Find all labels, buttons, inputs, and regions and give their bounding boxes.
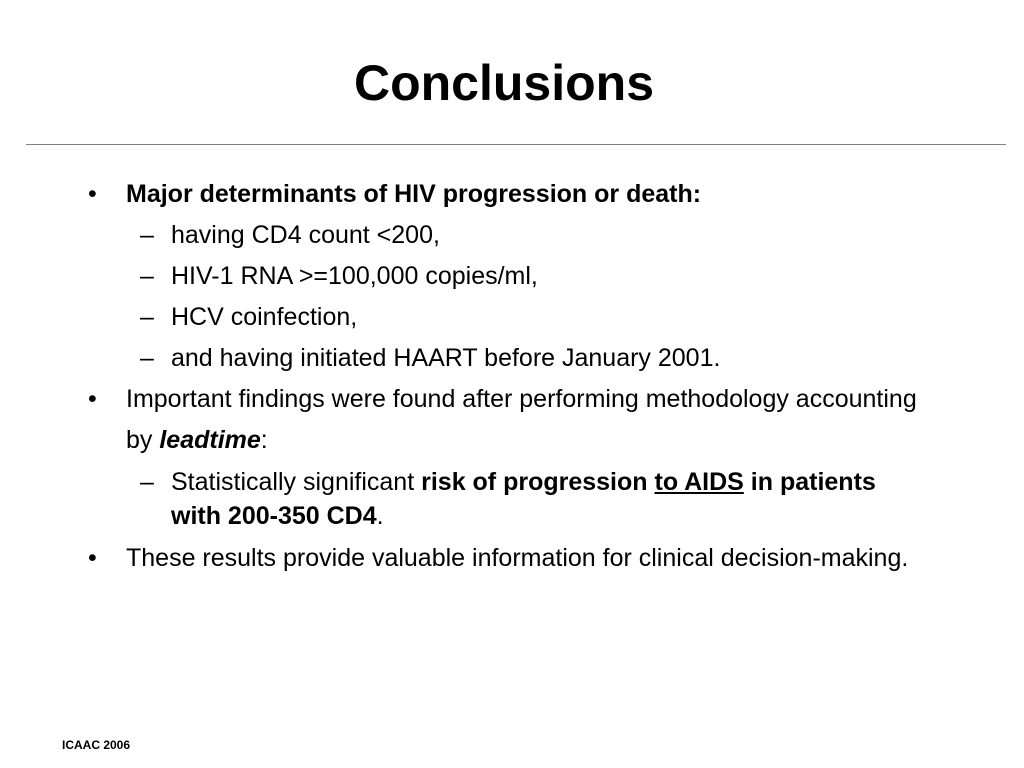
sub-item-text: having CD4 count <200, (171, 221, 440, 249)
footer-label: ICAAC 2006 (62, 738, 131, 752)
emphasis-leadtime: leadtime (159, 426, 261, 454)
dash-mark: – (140, 262, 154, 290)
title-divider (26, 144, 1006, 145)
bullet-findings (0, 379, 926, 461)
bullet-mark: • (88, 180, 97, 208)
bullet-determinants (0, 174, 926, 215)
bullet-mark: • (88, 544, 97, 572)
sub-item-text: HCV coinfection, (171, 303, 358, 331)
slide-title: Conclusions (353, 55, 655, 111)
sub-item-significant (0, 465, 891, 533)
bullet-mark: • (88, 385, 97, 413)
dash-mark: – (140, 468, 154, 496)
dash-mark: – (140, 221, 154, 249)
sub-item-bold: risk of progression (421, 468, 655, 496)
dash-mark: – (140, 344, 154, 372)
bullet-text: Important findings were found after performing methodology accounting by (126, 385, 917, 454)
slide-body (0, 174, 1024, 579)
sub-item-rna (0, 256, 891, 297)
sub-item-bold: in patients with 200-350 CD4 (171, 468, 876, 530)
sub-item-end: . (376, 502, 384, 530)
sub-item-text: Statistically significant (171, 468, 422, 496)
sub-item-hcv (0, 297, 891, 338)
dash-mark: – (140, 303, 154, 331)
sub-item-haart (0, 338, 891, 379)
sub-item-underlined: to AIDS (654, 468, 744, 496)
sub-item-cd4 (0, 215, 891, 256)
bullet-text: These results provide valuable information for clinical decision-making. (126, 544, 909, 572)
sub-item-text: HIV-1 RNA >=100,000 copies/ml, (171, 262, 538, 290)
bullet-results (0, 538, 926, 579)
bullet-text-end: : (260, 426, 268, 454)
bullet-text: Major determinants of HIV progression or death: (126, 180, 702, 208)
sub-item-text: and having initiated HAART before January 2001. (171, 344, 721, 372)
